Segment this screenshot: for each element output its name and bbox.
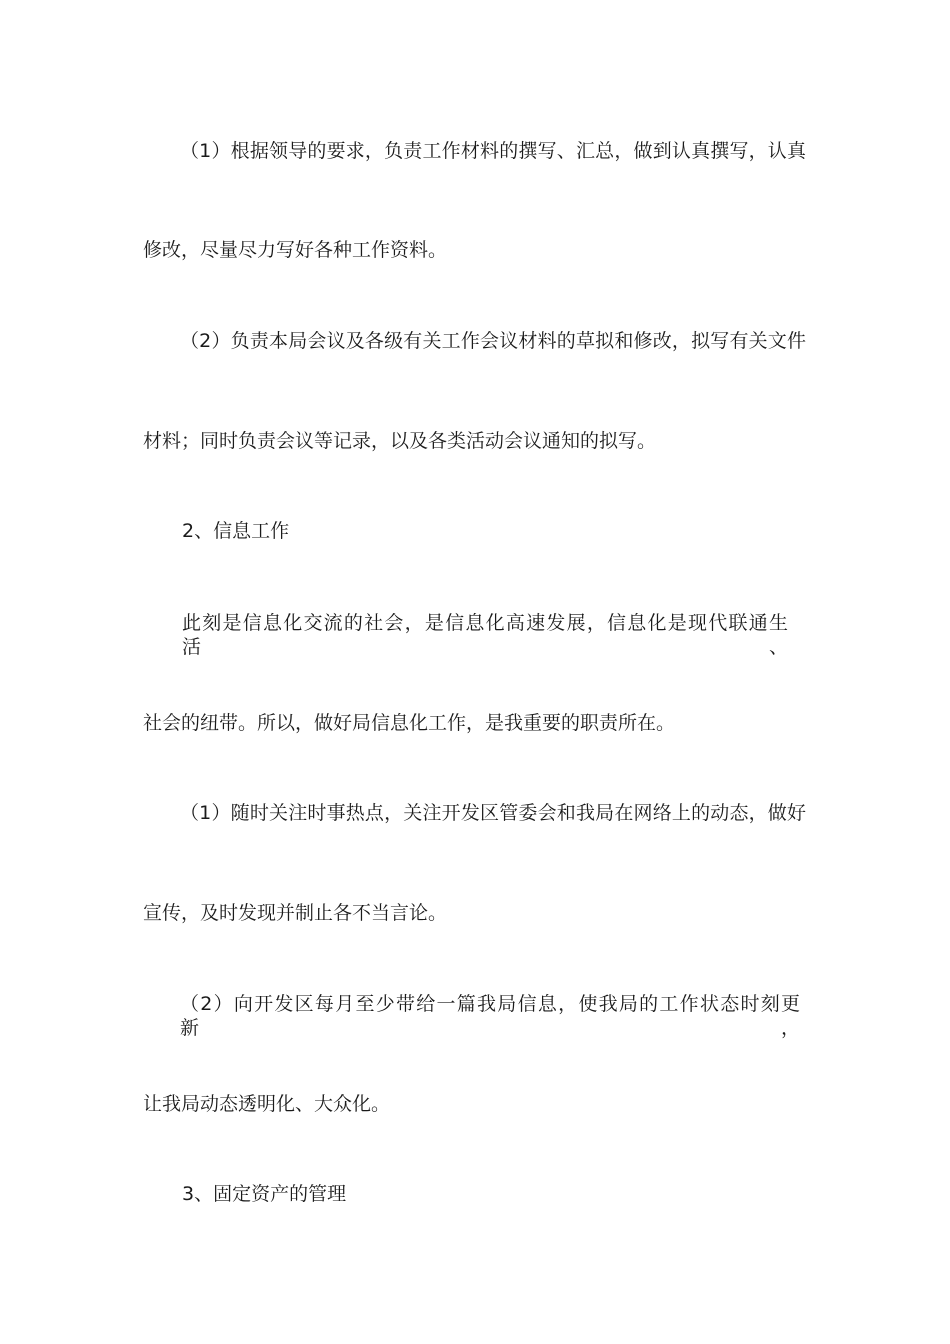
paragraph-line: （2）向开发区每月至少带给一篇我局信息，使我局的工作状态时刻更新，	[180, 993, 800, 1039]
paragraph-line: （2）负责本局会议及各级有关工作会议材料的草拟和修改，拟写有关文件	[180, 330, 806, 352]
paragraph-line: （1）根据领导的要求，负责工作材料的撰写、汇总，做到认真撰写，认真	[180, 140, 806, 162]
paragraph-line: 材料；同时负责会议等记录，以及各类活动会议通知的拟写。	[143, 430, 657, 452]
paragraph-line: 宣传，及时发现并制止各不当言论。	[143, 902, 448, 924]
paragraph-line: 让我局动态透明化、大众化。	[143, 1093, 391, 1115]
section-heading: 3、固定资产的管理	[182, 1183, 347, 1205]
paragraph-line: （1）随时关注时事热点，关注开发区管委会和我局在网络上的动态，做好	[180, 802, 806, 824]
paragraph-line: 社会的纽带。所以，做好局信息化工作，是我重要的职责所在。	[143, 712, 676, 734]
section-heading: 2、信息工作	[182, 520, 290, 542]
paragraph-line: 此刻是信息化交流的社会，是信息化高速发展，信息化是现代联通生活、	[182, 612, 788, 658]
paragraph-line: 修改，尽量尽力写好各种工作资料。	[143, 239, 448, 261]
